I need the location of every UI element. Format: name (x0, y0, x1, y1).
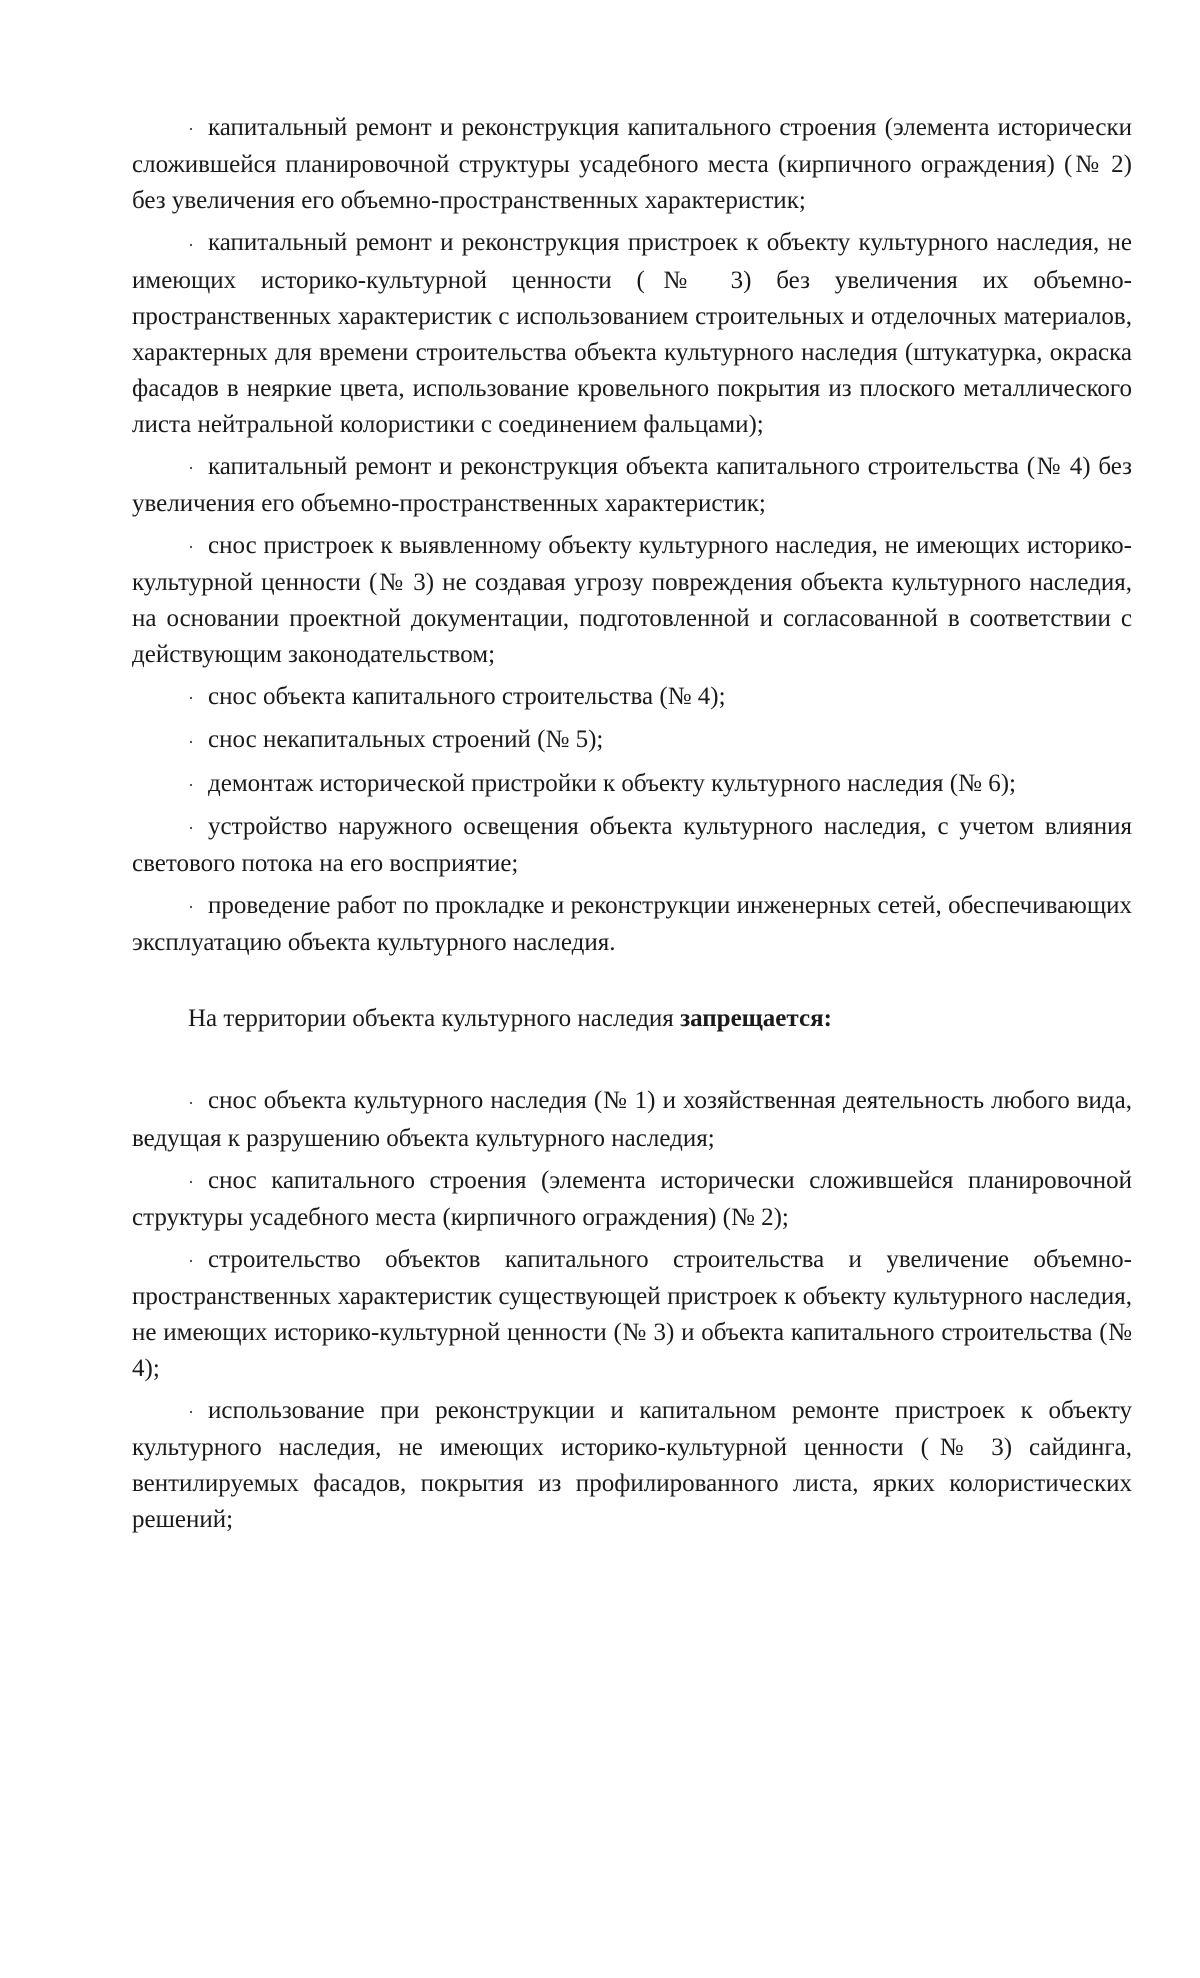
list-item: · демонтаж исторической пристройки к объекту культурного наследия (№ 6); (132, 766, 1132, 803)
bullet-icon: · (188, 1171, 194, 1192)
prohibited-heading (132, 1001, 1132, 1037)
list-item: · снос пристроек к выявленному объекту культурного наследия, не имеющих историко-культурной ценности (№ 3) не создавая угрозу повреждения объекта культурного наследия, на основании проектной документации, подготовленной и согласованной в соответствии с действующим законодательством; (132, 528, 1132, 673)
list-item: · устройство наружного освещения объекта культурного наследия, с учетом влияния светового потока на его восприятие; (132, 809, 1132, 882)
list-item: · снос капитального строения (элемента исторически сложившейся планировочной структуры усадебного места (кирпичного ограждения) (№ 2); (132, 1163, 1132, 1236)
bullet-icon: · (188, 537, 194, 558)
bullet-icon: · (188, 457, 194, 478)
list-item: · капитальный ремонт и реконструкция объекта капитального строительства (№ 4) без увеличения его объемно-пространственных характеристик; (132, 449, 1132, 522)
bullet-icon: · (188, 1092, 194, 1113)
bullet-icon: · (188, 1402, 194, 1423)
prohibited-heading-text: На территории объекта культурного наследия (188, 1005, 681, 1033)
list-item: · снос объекта культурного наследия (№ 1) и хозяйственная деятельность любого вида, ведущая к разрушению объекта культурного наследия; (132, 1083, 1132, 1156)
bullet-icon: · (188, 688, 194, 709)
document-body (132, 110, 1132, 1544)
bullet-icon: · (188, 774, 194, 795)
list-item: · снос объекта капитального строительства (№ 4); (132, 679, 1132, 716)
prohibited-works-list (132, 1083, 1132, 1538)
bullet-icon: · (188, 818, 194, 839)
list-item: · капитальный ремонт и реконструкция пристроек к объекту культурного наследия, не имеющих историко-культурной ценности (№ 3) без увеличения их объемно-пространственных характеристик с использованием строительных и отделочных материалов, характерных для времени строительства объекта культурного наследия (штукатурка, окраска фасадов в неяркие цвета, использование кровельного покрытия из плоского металлического листа нейтральной колористики с соединением фальцами); (132, 225, 1132, 442)
bullet-icon: · (188, 897, 194, 918)
permitted-works-list (132, 110, 1132, 961)
bullet-icon: · (188, 234, 194, 255)
list-item: · капитальный ремонт и реконструкция капитального строения (элемента исторически сложившейся планировочной структуры усадебного места (кирпичного ограждения) (№ 2) без увеличения его объемно-пространственных характеристик; (132, 110, 1132, 219)
bullet-icon: · (188, 119, 194, 140)
bullet-icon: · (188, 731, 194, 752)
list-item: · проведение работ по прокладке и реконструкции инженерных сетей, обеспечивающих эксплуатацию объекта культурного наследия. (132, 888, 1132, 961)
list-item: · использование при реконструкции и капитальном ремонте пристроек к объекту культурного наследия, не имеющих историко-культурной ценности (№ 3) сайдинга, вентилируемых фасадов, покрытия из профилированного листа, ярких колористических решений; (132, 1393, 1132, 1538)
bullet-icon: · (188, 1251, 194, 1272)
list-item: · строительство объектов капитального строительства и увеличение объемно-пространственных характеристик существующей пристроек к объекту культурного наследия, не имеющих историко-культурной ценности (№ 3) и объекта капитального строительства (№ 4); (132, 1242, 1132, 1387)
prohibited-heading-emphasis: запрещается: (680, 1005, 832, 1033)
list-item: · снос некапитальных строений (№ 5); (132, 722, 1132, 759)
